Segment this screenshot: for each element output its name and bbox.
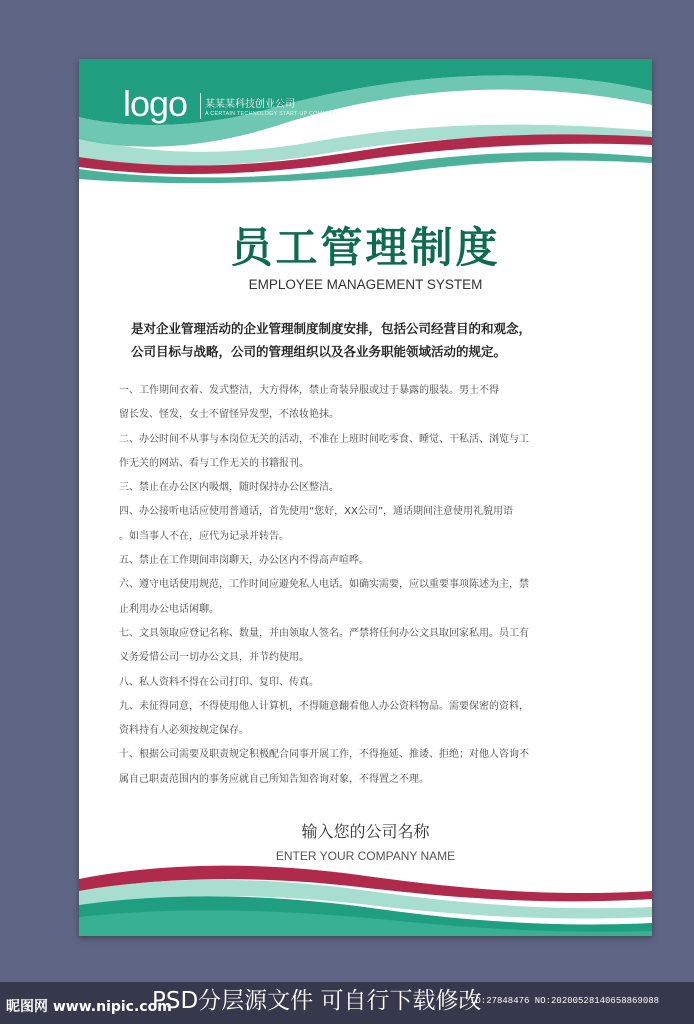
rule-line: 作无关的网站、看与工作无关的书籍报刊。 — [119, 457, 309, 469]
rules-list — [119, 379, 615, 792]
page-subtitle: EMPLOYEE MANAGEMENT SYSTEM — [248, 277, 483, 292]
header-company-name: 某某某科技创业公司 — [205, 99, 295, 110]
watermark-site: 昵图网 www.nipic.com — [6, 999, 172, 1015]
rule-line: 八、私人资料不得在公司打印、复印、传真。 — [119, 676, 319, 688]
rule-line: 资料持有人必须按规定保存。 — [119, 725, 249, 737]
footer-company-name: 输入您的公司名称 — [301, 822, 430, 841]
logo-divider — [200, 93, 201, 119]
rule-line: 三、禁止在办公区内吸烟，随时保持办公区整洁。 — [119, 482, 339, 494]
rule-line: 十、根据公司需要及职责规定积极配合同事开展工作，不得拖延、推诿、拒绝；对他人咨询不 — [119, 749, 529, 761]
rule-line: 五、禁止在工作期间串岗聊天，办公区内不得高声喧哗。 — [119, 555, 369, 567]
watermark-caption: PSD分层源文件 可自行下载修改 — [152, 988, 482, 1014]
intro-line: 公司目标与战略，公司的管理组织以及各业务职能领域活动的规定。 — [131, 344, 507, 359]
rule-line: 二、办公时间不从事与本岗位无关的活动，不准在上班时间吃零食、睡觉、干私活、浏览与工 — [119, 433, 529, 445]
intro-line: 是对企业管理活动的企业管理制度制度安排，包括公司经营目的和观念， — [131, 321, 532, 336]
rule-line: 七、文具领取应登记名称、数量，并由领取人签名。严禁将任何办公文具取回家私用。员工有 — [119, 627, 529, 639]
page-title: 员工管理制度 — [230, 223, 501, 272]
logo: logo — [123, 83, 188, 124]
rule-line: 九、未征得同意，不得使用他人计算机，不得随意翻看他人办公资料物品。需要保密的资料， — [119, 700, 529, 712]
footer-wave-decoration — [79, 861, 652, 936]
rule-line: 一、工作期间衣着、发式整洁，大方得体，禁止奇装异服或过于暴露的服装。男士不得 — [119, 385, 499, 396]
watermark-id: ID:27848476 NO:20200528140658869088 — [470, 996, 660, 1006]
rule-line: 止利用办公电话闲聊。 — [119, 603, 219, 615]
footer-company-name-en: ENTER YOUR COMPANY NAME — [275, 849, 456, 863]
rule-line: 。如当事人不在，应代为记录并转告。 — [119, 530, 289, 542]
rule-line: 义务爱惜公司一切办公文具，并节约使用。 — [119, 652, 309, 664]
rule-line: 六、遵守电话使用规范，工作时间应避免私人电话。如确实需要，应以重要事项陈述为主，禁 — [119, 579, 529, 591]
header-company-name-en: A CERTAIN TECHNOLOGY START-UP COMPANY — [205, 111, 338, 117]
rule-line: 属自己职责范围内的事务应就自己所知告知咨询对象，不得置之不理。 — [119, 773, 429, 785]
rule-line: 四、办公接听电话应使用普通话，首先使用“您好，XX公司”，通话期间注意使用礼貌用语 — [119, 506, 514, 518]
poster — [79, 59, 652, 936]
rule-line: 留长发、怪发，女士不留怪异发型，不浓妆艳抹。 — [119, 409, 339, 421]
intro-paragraph — [131, 317, 611, 363]
